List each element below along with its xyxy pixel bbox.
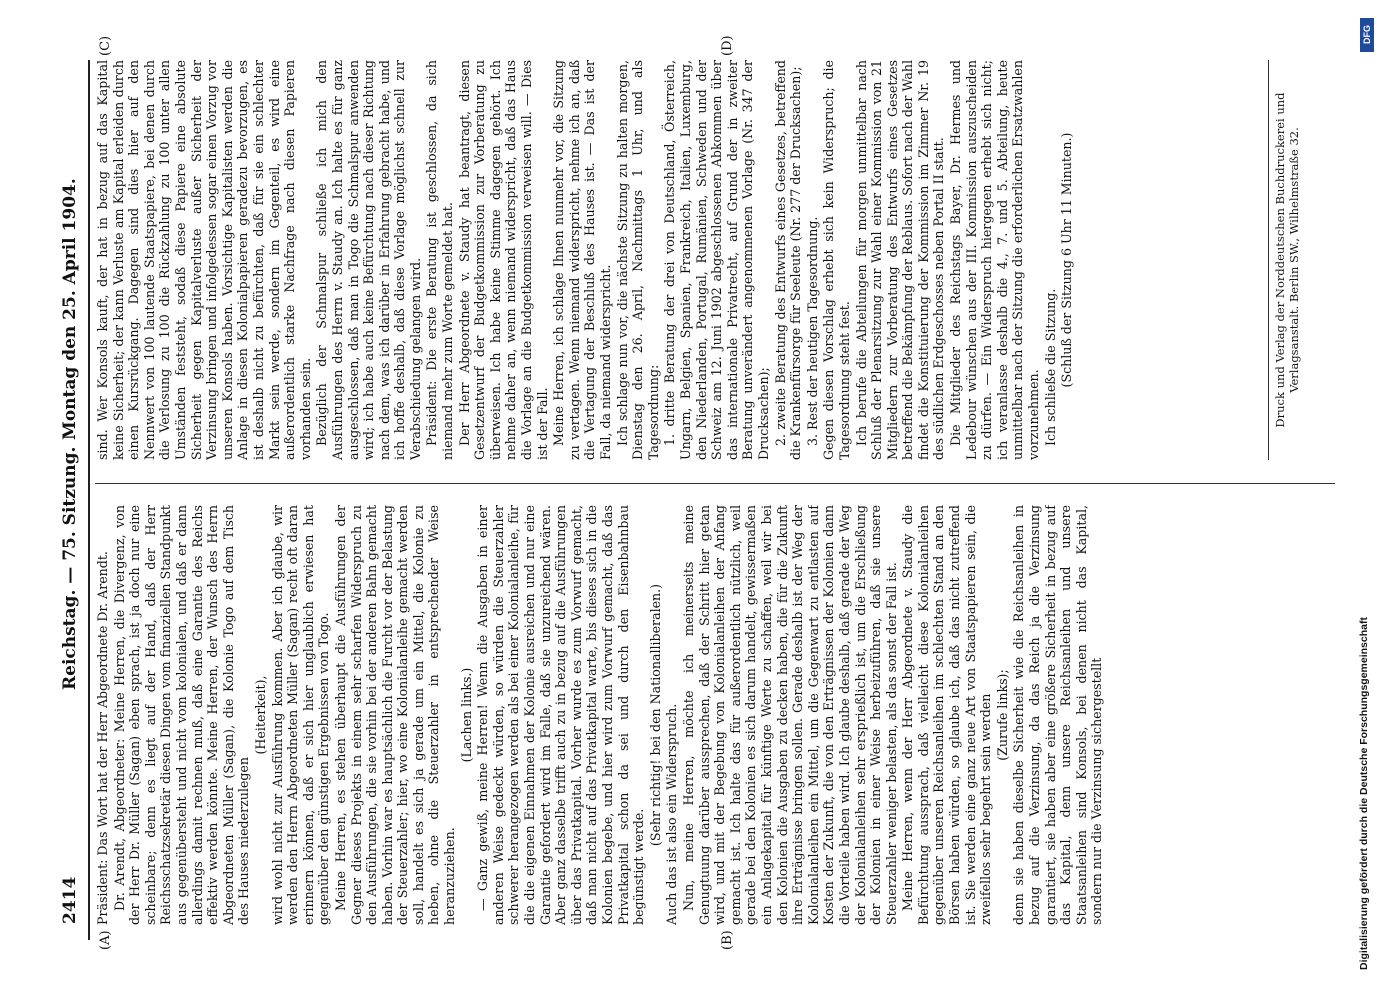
- paragraph: Ich schließe die Sitzung.: [1042, 288, 1058, 446]
- session-title: Reichstag. — 75. Sitzung.: [60, 446, 80, 690]
- closing-note: (Schluß der Sitzung 6 Uhr 11 Minuten.): [1059, 132, 1075, 388]
- dfg-logo: DFG: [1360, 18, 1374, 52]
- paragraph: Nun, meine Herren, möchte ich meinerseits meine Genugtuung darüber aussprechen, daß der Schritt hier getan wird, und mit der Begebung von Kolonialanleihen der Anfang gemacht ist. Ich halte das für außerordentlich nützlich, weil gerade bei den Kolonien es sich darum handelt, gewissermaßen ein Anlagekapital für künftige Werte zu schaffen, weil wir bei den Kolonien die Ausgaben zu decken haben, die für die Zukunft ihre Erträgnisse bringen sollen. Gerade deshalb ist der Weg der Kolonialanleihen ein Mittel, um die Gegenwart zu entlasten auf Kosten der Zukunft, die von den Erträgnissen der Kolonien dann die Vorteile haben wird. Ich glaube deshalb, daß gerade der Weg der Kolonialanleihen sehr ersprießlich ist, um die Erschließung der Kolonien in einer Weise herbeizuführen, daß sie unsere Steuerzahler weniger belasten, als das sonst der Fall ist.: [680, 505, 899, 925]
- credit-text: Digitalisierung gefördert durch die Deutsche Forschungsgemeinschaft: [1358, 617, 1370, 970]
- interjection: (Sehr richtig! bei den Nationalliberalen.): [647, 583, 663, 847]
- marker-a: (A): [98, 930, 113, 950]
- header-rule: [88, 60, 90, 940]
- interjection: (Lachen links.): [458, 667, 474, 763]
- marker-b: (B): [720, 930, 735, 950]
- paragraph: Ich berufe die Abteilungen für morgen unmittelbar nach Schluß der Plenarsitzung zur Wahl einer Kommission von 21 Mitgliedern zur Vorberatung des Entwurfs eines Gesetzes betreffend die Bekämpfung der Reblaus. Sofort nach der Wahl findet die Konstituierung der Kommission im Zimmer Nr. 19 des südlichen Erdgeschosses neben Portal II statt.: [853, 60, 947, 460]
- paragraph: Meine Herren, ich schlage Ihnen nunmehr vor, die Sitzung zu vertagen. Wenn niemand widerspricht, nehme ich an, daß die Vertagung der Beschluß des Hauses ist. — Das ist der Fall, da niemand widerspricht.: [551, 60, 613, 460]
- paragraph: Bezüglich der Schmalspur schließe ich mich den Ausführungen des Herrn v. Staudy an. Ich halte es für ganz ausgeschlossen, daß man in Togo die Schmalspur anwenden wird; ich habe auch keine Befürchtung nach dieser Richtung nach dem, was ich darüber in Erfahrung gebracht habe, und ich hoffe deshalb, daß diese Vorlage möglichst schnell zur Verabschiedung gelangen wird.: [314, 60, 423, 460]
- interjection: (Zurufe links);: [994, 669, 1010, 761]
- paragraph: Dr. Arendt, Abgeordneter: Meine Herren, die Divergenz, von der Herr Dr. Müller (Sagan) eben sprach, ist ja doch nur eine scheinbare; denn es liegt auf der Hand, daß der Herr Reichsschatzsekretär diesen Dingen vom finanziellen Standpunkt aus gegenübersteht und nicht vom kolonialen, und daß er dann allerdings damit rechnen muß, daß eine Garantie des Reichs effektiv werden könnte. Meine Herren, der Wunsch des Herrn Abgeordneten Müller (Sagan), die Kolonie Togo auf dem Tisch des Hauses niederzulegen: [111, 505, 252, 925]
- paragraph: Gegen diesen Vorschlag erhebt sich kein Widerspruch; die Tagesordnung steht fest.: [821, 60, 852, 460]
- agenda-item: 2. zweite Beratung des Entwurfs eines Gesetzes, betreffend die Krankenfürsorge für Seeleute (Nr. 277 der Drucksachen);: [772, 60, 804, 460]
- printer-imprint: Druck und Verlag der Norddeutschen Buchdruckerei und Verlagsanstalt. Berlin SW., Wilhelmstraße 32.: [1268, 60, 1301, 460]
- paragraph: Ich schlage nun vor, die nächste Sitzung zu halten morgen, Dienstag den 26. April, Nachmittags 1 Uhr, und als Tagesordnung:: [614, 60, 661, 460]
- digitization-credit: [1358, 10, 1380, 970]
- column-divider: [95, 483, 1335, 484]
- session-date: Montag den 25. April 1904.: [60, 178, 80, 440]
- right-column: [95, 60, 1263, 460]
- running-header: [60, 0, 90, 1000]
- interjection: (Heiterkeit),: [252, 675, 268, 755]
- paragraph: Auch das ist also ein Widerspruch.: [664, 703, 680, 925]
- agenda-item: 1. dritte Beratung der drei von Deutschland, Österreich, Ungarn, Belgien, Spanien, Frankreich, Italien, Luxemburg, den Niederlanden, Portugal, Rumänien, Schweden und der Schweiz am 12. Juni 1902 abgeschlossenen Abkommen über das internationale Privatrecht, auf Grund der in zweiter Beratung unverändert angenommenen Vorlage (Nr. 347 der Drucksachen);: [662, 60, 771, 460]
- paragraph: Präsident: Die erste Beratung ist geschlossen, da sich niemand mehr zum Worte gemeldet hat.: [424, 60, 456, 460]
- page-number: 2414: [60, 876, 80, 924]
- paragraph: wird wohl nicht zur Ausführung kommen. Aber ich glaube, wir werden den Herrn Abgeordneten Müller (Sagan) recht oft daran erinnern können, daß er sich hier unglaublich erwiesen hat gegenüber den günstigen Ergebnissen von Togo.: [269, 505, 332, 925]
- paragraph: sind. Wer Konsols kauft, der hat in bezug auf das Kapital keine Sicherheit; der kann Verluste am Kapital erleiden durch einen Kursrückgang. Dagegen sind dies hier auf den Nennwert von 100 lautende Staatspapiere, bei denen durch die Verlosung zu 100 die Rückzahlung zu 100 unter allen Umständen feststeht, sodaß diese Papiere eine absolute Sicherheit gegen Kapitalverluste außer Sicherheit der Verzinsung bringen und infolgedessen sogar einen Vorzug vor unseren Konsols haben. Vorsichtige Kapitalisten werden die Anlage in diesen Kolonialpapieren geradezu bevorzugen, es ist deshalb nicht zu befürchten, daß für sie ein schlechter Markt sein werde, sondern im Gegenteil, es wird eine außerordentlich starke Nachfrage nach diesen Papieren vorhanden sein.: [95, 60, 313, 460]
- paragraph: denn sie haben dieselbe Sicherheit wie die Reichsanleihen in bezug auf die Verzinsung, da das Reich ja die Verzinsung garantiert, sie haben aber eine größere Sicherheit in bezug auf das Kapital, denn unsere Reichsanleihen und unsere Staatsanleihen sind Konsols, bei denen nicht das Kapital, sondern nur die Verzinsung sichergestellt: [1011, 505, 1105, 925]
- paragraph: Der Herr Abgeordnete v. Staudy hat beantragt, diesen Gesetzentwurf der Budgetkommission zur Vorberatung zu überweisen. Ich habe keine Stimme dagegen gehört. Ich nehme daher an, wenn niemand widerspricht, daß das Haus die Vorlage an die Budgetkommission verweisen will. — Dies ist der Fall.: [456, 60, 550, 460]
- paragraph: Präsident: Das Wort hat der Herr Abgeordnete Dr. Arendt.: [95, 551, 110, 925]
- paragraph: — Ganz gewiß, meine Herren! Wenn die Ausgaben in einer anderen Weise gedeckt würden, so würden die Steuerzahler schwerer herangezogen werden als bei einer Kolonialanleihe, für die die eigenen Einnahmen der Kolonie ausreichen und nur eine Garantie gefordert wird im Falle, daß sie unzureichend wären. Aber ganz dasselbe trifft auch zu in bezug auf die Ausführungen über das Privatkapital. Vorher wurde es zum Vorwurf gemacht, daß man nicht auf das Privatkapital warte, bis dieses sich in die Kolonien begebe, und hier wird zum Vorwurf gemacht, daß das Privatkapital schon da sei und durch den Eisenbahnbau begünstigt werde.: [475, 505, 647, 925]
- marker-d: (D): [720, 35, 735, 56]
- left-column: [95, 505, 1263, 925]
- paragraph: Meine Herren, es stehen überhaupt die Ausführungen der Gegner dieses Projekts in einem sehr scharfen Widerspruch zu den Ausführungen, die sie vorhin bei der anderen Bahn gemacht haben. Vorhin war es hauptsächlich die Furcht vor der Belastung der Steuerzahler; hier, wo eine Kolonialanleihe gemacht werden soll, handelt es sich ja gerade um ein Mittel, die Kolonie zu heben, ohne die Steuerzahler in entsprechender Weise heranzuziehen.: [332, 505, 458, 925]
- marker-c: (C): [98, 35, 113, 56]
- paragraph: Die Mitglieder des Reichstags Bayer, Dr. Hermes und Ledebour wünschen aus der III. Kommission auszuscheiden zu dürfen. — Ein Widerspruch hiergegen erhebt sich nicht; ich veranlasse deshalb die 4., 7. und 5. Abteilung, heute unmittelbar nach der Sitzung die erforderlichen Ersatzwahlen vorzunehmen.: [948, 60, 1042, 460]
- agenda-item: 3. Rest der heutigen Tagesordnung.: [804, 216, 820, 446]
- paragraph: Meine Herren, wenn der Herr Abgeordnete v. Staudy die Befürchtung aussprach, daß vielleicht diese Kolonialanleihen gegenüber unseren Reichsanleihen im schlechten Stand an den Börsen haben würden, so glaube ich, daß das nicht zutreffend ist. Sie werden eine ganz neue Art von Staatspapieren sein, die zweifellos sehr begehrt sein werden: [900, 505, 994, 925]
